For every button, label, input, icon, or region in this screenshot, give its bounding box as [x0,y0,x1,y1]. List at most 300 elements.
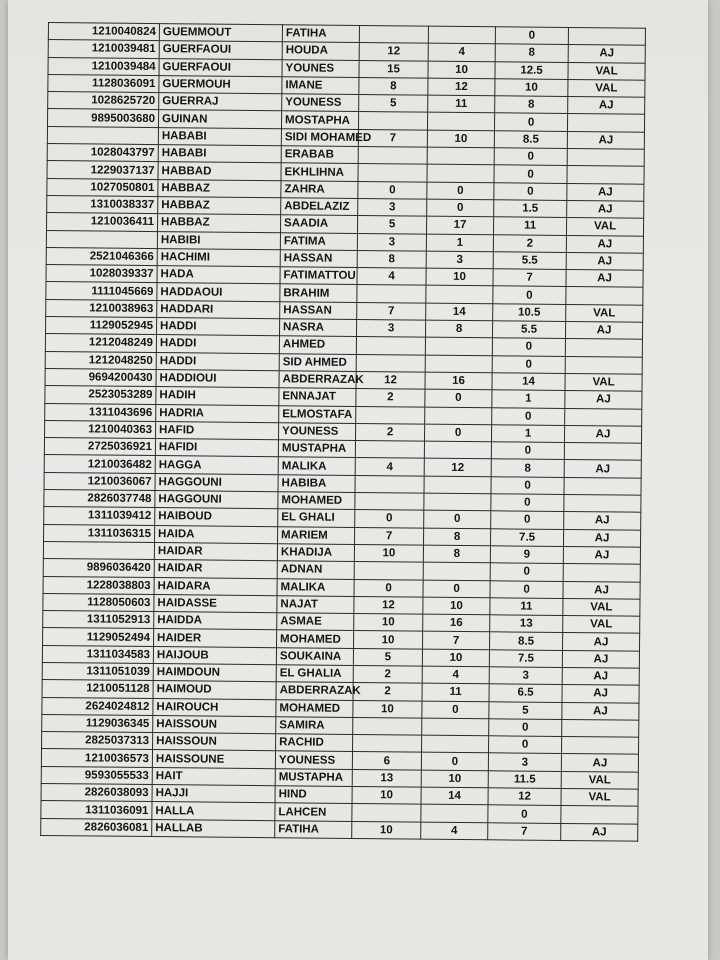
first-name-cell: NASRA [279,319,356,337]
result-cell [561,737,638,755]
result-cell [564,477,641,495]
result-cell: AJ [563,529,640,547]
student-id-cell: 2826036081 [41,818,152,836]
result-cell: AJ [562,685,639,703]
first-name-cell: MOSTAPHA [281,111,358,129]
grade-2-cell: 0 [423,580,490,598]
grade-1-cell [356,354,425,372]
last-name-cell: HADRIA [156,404,279,422]
grade-2-cell: 12 [424,459,491,477]
student-id-cell: 1210038963 [46,299,157,317]
first-name-cell: ABDERRAZAK [279,371,356,389]
first-name-cell: YOUNES [282,59,359,77]
last-name-cell: HABBAZ [157,214,280,232]
grade-1-cell: 10 [352,821,421,839]
grade-2-cell: 4 [422,666,489,684]
student-id-cell: 1311043696 [45,403,156,421]
grade-1-cell: 8 [357,250,426,268]
student-id-cell: 1311036091 [41,801,152,819]
last-name-cell: HADDI [156,335,279,353]
student-id-cell: 1212048249 [45,334,156,352]
first-name-cell: MOHAMED [277,630,354,648]
student-id-cell [43,541,154,559]
grade-1-cell: 4 [357,268,426,286]
grade-2-cell [425,337,492,355]
student-id-cell: 1128036091 [48,74,159,92]
grade-1-cell: 10 [353,700,422,718]
student-id-cell: 1311039412 [44,507,155,525]
grades-table-body [41,23,646,842]
average-cell: 12.5 [495,61,568,79]
last-name-cell: HALLAB [152,819,275,837]
grade-1-cell [352,804,421,822]
first-name-cell: HASSAN [280,250,357,268]
grade-1-cell [353,735,422,753]
grade-1-cell: 10 [352,787,421,805]
grade-1-cell: 7 [358,129,427,147]
result-cell: AJ [563,581,640,599]
average-cell: 6.5 [489,684,562,702]
first-name-cell: MALIKA [278,457,355,475]
first-name-cell: HASSAN [280,301,357,319]
grade-2-cell: 10 [423,597,490,615]
first-name-cell: YOUNESS [282,94,359,112]
student-id-cell: 1210051128 [42,680,153,698]
grade-1-cell: 2 [356,389,425,407]
result-cell: VAL [566,218,643,236]
student-id-cell: 1028039337 [46,265,157,283]
grade-2-cell: 0 [424,424,491,442]
grade-2-cell: 0 [421,753,488,771]
result-cell: AJ [561,823,638,841]
last-name-cell: HAGGOUNI [155,473,278,491]
grade-1-cell: 2 [355,423,424,441]
average-cell: 10 [495,79,568,97]
student-id-cell: 1210036573 [41,749,152,767]
result-cell: AJ [563,546,640,564]
average-cell: 1.5 [494,200,567,218]
grade-2-cell [424,441,491,459]
first-name-cell: ELMOSTAFA [279,405,356,423]
average-cell: 0 [492,355,565,373]
result-cell: VAL [568,79,645,97]
first-name-cell: FATIMATTOU [280,267,357,285]
average-cell: 5.5 [492,321,565,339]
student-id-cell: 2725036921 [44,438,155,456]
result-cell: AJ [568,97,645,115]
grade-2-cell [421,804,488,822]
result-cell: AJ [566,270,643,288]
grade-1-cell [355,475,424,493]
last-name-cell: HABABI [158,145,281,163]
first-name-cell: MUSTAPHA [275,768,352,786]
first-name-cell: YOUNESS [275,751,352,769]
first-name-cell: SOUKAINA [276,647,353,665]
average-cell: 11.5 [488,771,561,789]
first-name-cell: ABDERRAZAK [276,682,353,700]
result-cell [562,719,639,737]
grade-1-cell: 5 [359,95,428,113]
first-name-cell: FATIHA [282,25,359,43]
first-name-cell: AHMED [279,336,356,354]
result-cell [563,564,640,582]
last-name-cell: HADDI [156,352,279,370]
grade-1-cell: 10 [354,631,423,649]
first-name-cell: SID AHMED [279,353,356,371]
last-name-cell: HABBAD [158,162,281,180]
last-name-cell: HAFIDI [155,439,278,457]
grade-2-cell: 10 [428,61,495,79]
average-cell: 3 [489,667,562,685]
grade-1-cell: 10 [354,544,423,562]
last-name-cell: GUERFAOUI [159,41,282,59]
result-cell [561,806,638,824]
grade-2-cell [426,286,493,304]
result-cell: AJ [562,702,639,720]
result-cell: AJ [567,200,644,218]
average-cell: 0 [491,494,564,512]
last-name-cell: HAIT [152,767,275,785]
grade-1-cell: 3 [358,198,427,216]
first-name-cell: LAHCEN [275,803,352,821]
grade-1-cell: 2 [353,683,422,701]
student-id-cell: 2826037748 [44,489,155,507]
grade-1-cell: 0 [358,181,427,199]
document-page [8,0,708,960]
student-id-cell: 1311051039 [42,662,153,680]
average-cell: 8.5 [494,131,567,149]
grade-2-cell: 12 [428,78,495,96]
last-name-cell: HADIH [156,387,279,405]
result-cell: AJ [562,667,639,685]
first-name-cell: EKHLIHNA [281,163,358,181]
grade-2-cell: 4 [421,822,488,840]
grade-2-cell: 1 [426,234,493,252]
grade-2-cell: 0 [427,182,494,200]
grades-table [40,22,646,842]
student-id-cell: 1210036482 [44,455,155,473]
first-name-cell: HIND [275,786,352,804]
average-cell: 0 [491,511,564,529]
result-cell: VAL [565,373,642,391]
grade-2-cell: 11 [422,683,489,701]
grade-1-cell: 8 [359,77,428,95]
average-cell: 0 [492,338,565,356]
grade-1-cell [355,441,424,459]
grade-1-cell [357,285,426,303]
last-name-cell: HAIDDA [154,612,277,630]
grade-2-cell: 7 [423,632,490,650]
student-id-cell: 1210036411 [47,213,158,231]
last-name-cell: HAIDASSE [154,594,277,612]
grade-2-cell: 0 [422,701,489,719]
last-name-cell: HADDIOUI [156,369,279,387]
result-cell [564,443,641,461]
student-id-cell: 9896036420 [43,559,154,577]
grade-2-cell [428,26,495,44]
last-name-cell: HAIDAR [154,560,277,578]
grade-2-cell [424,493,491,511]
result-cell: AJ [564,425,641,443]
student-id-cell: 2523053289 [45,386,156,404]
last-name-cell: GUERRAJ [159,93,282,111]
grade-2-cell [423,562,490,580]
grade-2-cell: 17 [426,216,493,234]
average-cell: 0 [490,580,563,598]
last-name-cell: GUINAN [158,110,281,128]
last-name-cell: HAGGOUNI [155,491,278,509]
last-name-cell: HABBAZ [158,197,281,215]
grade-1-cell: 12 [359,43,428,61]
grade-2-cell: 14 [421,787,488,805]
student-id-cell: 1311034583 [42,645,153,663]
grade-2-cell [424,476,491,494]
average-cell: 0 [494,182,567,200]
grade-1-cell: 0 [354,579,423,597]
average-cell: 7.5 [490,528,563,546]
student-id-cell [46,230,157,248]
average-cell: 3 [488,753,561,771]
last-name-cell: HADA [157,266,280,284]
result-cell: AJ [566,252,643,270]
student-id-cell: 1027050801 [47,178,158,196]
last-name-cell: HAIDARA [154,577,277,595]
first-name-cell: ERABAB [281,146,358,164]
grade-2-cell [425,355,492,373]
average-cell: 0 [491,476,564,494]
result-cell: AJ [568,45,645,63]
result-cell: VAL [563,598,640,616]
result-cell [564,494,641,512]
average-cell: 2 [493,234,566,252]
grade-1-cell [358,147,427,165]
result-cell [567,114,644,132]
result-cell: AJ [566,235,643,253]
first-name-cell: MARIEM [278,526,355,544]
last-name-cell: GUERFAOUI [159,58,282,76]
student-id-cell: 1311036315 [44,524,155,542]
average-cell: 10.5 [493,304,566,322]
first-name-cell: FATIHA [275,820,352,838]
last-name-cell: GUERMOUH [159,75,282,93]
result-cell [568,27,645,45]
student-id-cell: 1210039484 [48,57,159,75]
first-name-cell: MALIKA [277,578,354,596]
first-name-cell: EL GHALI [278,509,355,527]
student-id-cell: 1210040363 [45,420,156,438]
grade-2-cell: 8 [425,320,492,338]
result-cell: AJ [564,512,641,530]
first-name-cell: SAADIA [280,215,357,233]
grade-1-cell [356,337,425,355]
first-name-cell: ENNAJAT [279,388,356,406]
first-name-cell: HOUDA [282,42,359,60]
first-name-cell: ASMAE [277,613,354,631]
grade-1-cell: 7 [357,302,426,320]
student-id-cell: 9895003680 [47,109,158,127]
student-id-cell [47,126,158,144]
grade-2-cell [422,735,489,753]
result-cell: AJ [565,391,642,409]
grade-1-cell: 5 [357,216,426,234]
grade-2-cell: 10 [427,130,494,148]
first-name-cell: MUSTAPHA [278,440,355,458]
result-cell [566,287,643,305]
average-cell: 11 [493,217,566,235]
student-id-cell: 2826038093 [41,784,152,802]
first-name-cell: NAJAT [277,596,354,614]
first-name-cell: MOHAMED [278,492,355,510]
average-cell: 14 [492,373,565,391]
student-id-cell: 2521046366 [46,247,157,265]
result-cell [565,339,642,357]
average-cell: 1 [492,390,565,408]
grade-2-cell: 0 [424,510,491,528]
grade-1-cell [355,492,424,510]
average-cell: 9 [490,546,563,564]
result-cell: VAL [563,616,640,634]
first-name-cell: YOUNESS [278,423,355,441]
grade-1-cell: 3 [356,320,425,338]
grade-1-cell: 12 [356,371,425,389]
average-cell: 11 [490,598,563,616]
last-name-cell: HAIJOUB [153,646,276,664]
result-cell: VAL [561,789,638,807]
average-cell: 0 [494,165,567,183]
first-name-cell: EL GHALIA [276,665,353,683]
average-cell: 0 [488,805,561,823]
grade-2-cell: 10 [421,770,488,788]
grade-2-cell [427,165,494,183]
first-name-cell: BRAHIM [280,284,357,302]
average-cell: 7 [493,269,566,287]
grade-1-cell [358,164,427,182]
grade-1-cell: 4 [355,458,424,476]
grade-1-cell [354,562,423,580]
student-id-cell: 1210036067 [44,472,155,490]
average-cell: 8 [495,96,568,114]
average-cell: 7 [488,822,561,840]
student-id-cell: 1129052945 [46,317,157,335]
average-cell: 0 [490,563,563,581]
student-id-cell: 9593055533 [41,766,152,784]
grade-1-cell [359,25,428,43]
first-name-cell: MOHAMED [276,699,353,717]
grade-2-cell: 0 [425,389,492,407]
student-id-cell: 2624024812 [42,697,153,715]
student-id-cell: 9694200430 [45,368,156,386]
grade-1-cell: 5 [353,648,422,666]
student-id-cell: 1111045669 [46,282,157,300]
average-cell: 5.5 [493,252,566,270]
grade-1-cell: 6 [352,752,421,770]
grade-2-cell: 10 [422,649,489,667]
last-name-cell: HABIBI [157,231,280,249]
average-cell: 0 [489,719,562,737]
average-cell: 0 [489,736,562,754]
grade-2-cell: 3 [426,251,493,269]
average-cell: 0 [492,407,565,425]
student-id-cell: 1028625720 [48,92,159,110]
result-cell [567,166,644,184]
result-cell: AJ [567,183,644,201]
last-name-cell: HAFID [156,421,279,439]
last-name-cell: HALLA [152,802,275,820]
grade-1-cell: 13 [352,769,421,787]
student-id-cell: 1229037137 [47,161,158,179]
first-name-cell: SIDI MOHAMED [281,129,358,147]
average-cell: 0 [494,148,567,166]
grade-1-cell: 10 [354,614,423,632]
grade-1-cell: 3 [357,233,426,251]
average-cell: 12 [488,788,561,806]
result-cell [565,408,642,426]
last-name-cell: HAIROUCH [153,698,276,716]
result-cell: AJ [561,754,638,772]
first-name-cell: KHADIJA [277,544,354,562]
grade-2-cell: 16 [425,372,492,390]
grade-2-cell: 16 [423,614,490,632]
first-name-cell: ADNAN [277,561,354,579]
last-name-cell: HABBAZ [158,179,281,197]
student-id-cell: 2825037313 [42,732,153,750]
result-cell: VAL [566,304,643,322]
grade-2-cell [427,147,494,165]
grade-1-cell [358,112,427,130]
average-cell: 8.5 [489,632,562,650]
first-name-cell: ZAHRA [281,180,358,198]
student-id-cell: 1228038803 [43,576,154,594]
student-id-cell: 1210040824 [48,23,159,41]
last-name-cell: HACHIMI [157,248,280,266]
result-cell: AJ [567,131,644,149]
last-name-cell: HAIMOUD [153,681,276,699]
grade-1-cell: 2 [353,665,422,683]
student-id-cell: 1129052494 [43,628,154,646]
grade-1-cell: 0 [355,510,424,528]
result-cell: AJ [562,633,639,651]
result-cell: AJ [562,650,639,668]
grade-2-cell: 8 [423,528,490,546]
last-name-cell: HAJJI [152,785,275,803]
last-name-cell: HAISSOUNE [152,750,275,768]
average-cell: 8 [491,459,564,477]
grade-2-cell: 10 [426,268,493,286]
first-name-cell: FATIMA [280,232,357,250]
grade-1-cell [353,717,422,735]
result-cell: VAL [568,62,645,80]
result-cell: AJ [565,322,642,340]
student-id-cell: 1212048250 [45,351,156,369]
result-cell: VAL [561,771,638,789]
grade-1-cell: 12 [354,596,423,614]
last-name-cell: HAIBOUD [155,508,278,526]
result-cell [567,149,644,167]
grade-2-cell [425,407,492,425]
result-cell: AJ [564,460,641,478]
average-cell: 0 [494,113,567,131]
grade-2-cell: 0 [427,199,494,217]
last-name-cell: HADDAOUI [157,283,280,301]
last-name-cell: HAISSOUN [153,715,276,733]
student-id-cell: 1311052913 [43,611,154,629]
last-name-cell: HADDI [157,318,280,336]
last-name-cell: HAIDA [155,525,278,543]
first-name-cell: ABDELAZIZ [281,198,358,216]
average-cell: 13 [490,615,563,633]
result-cell [565,356,642,374]
last-name-cell: HAIDAR [154,542,277,560]
